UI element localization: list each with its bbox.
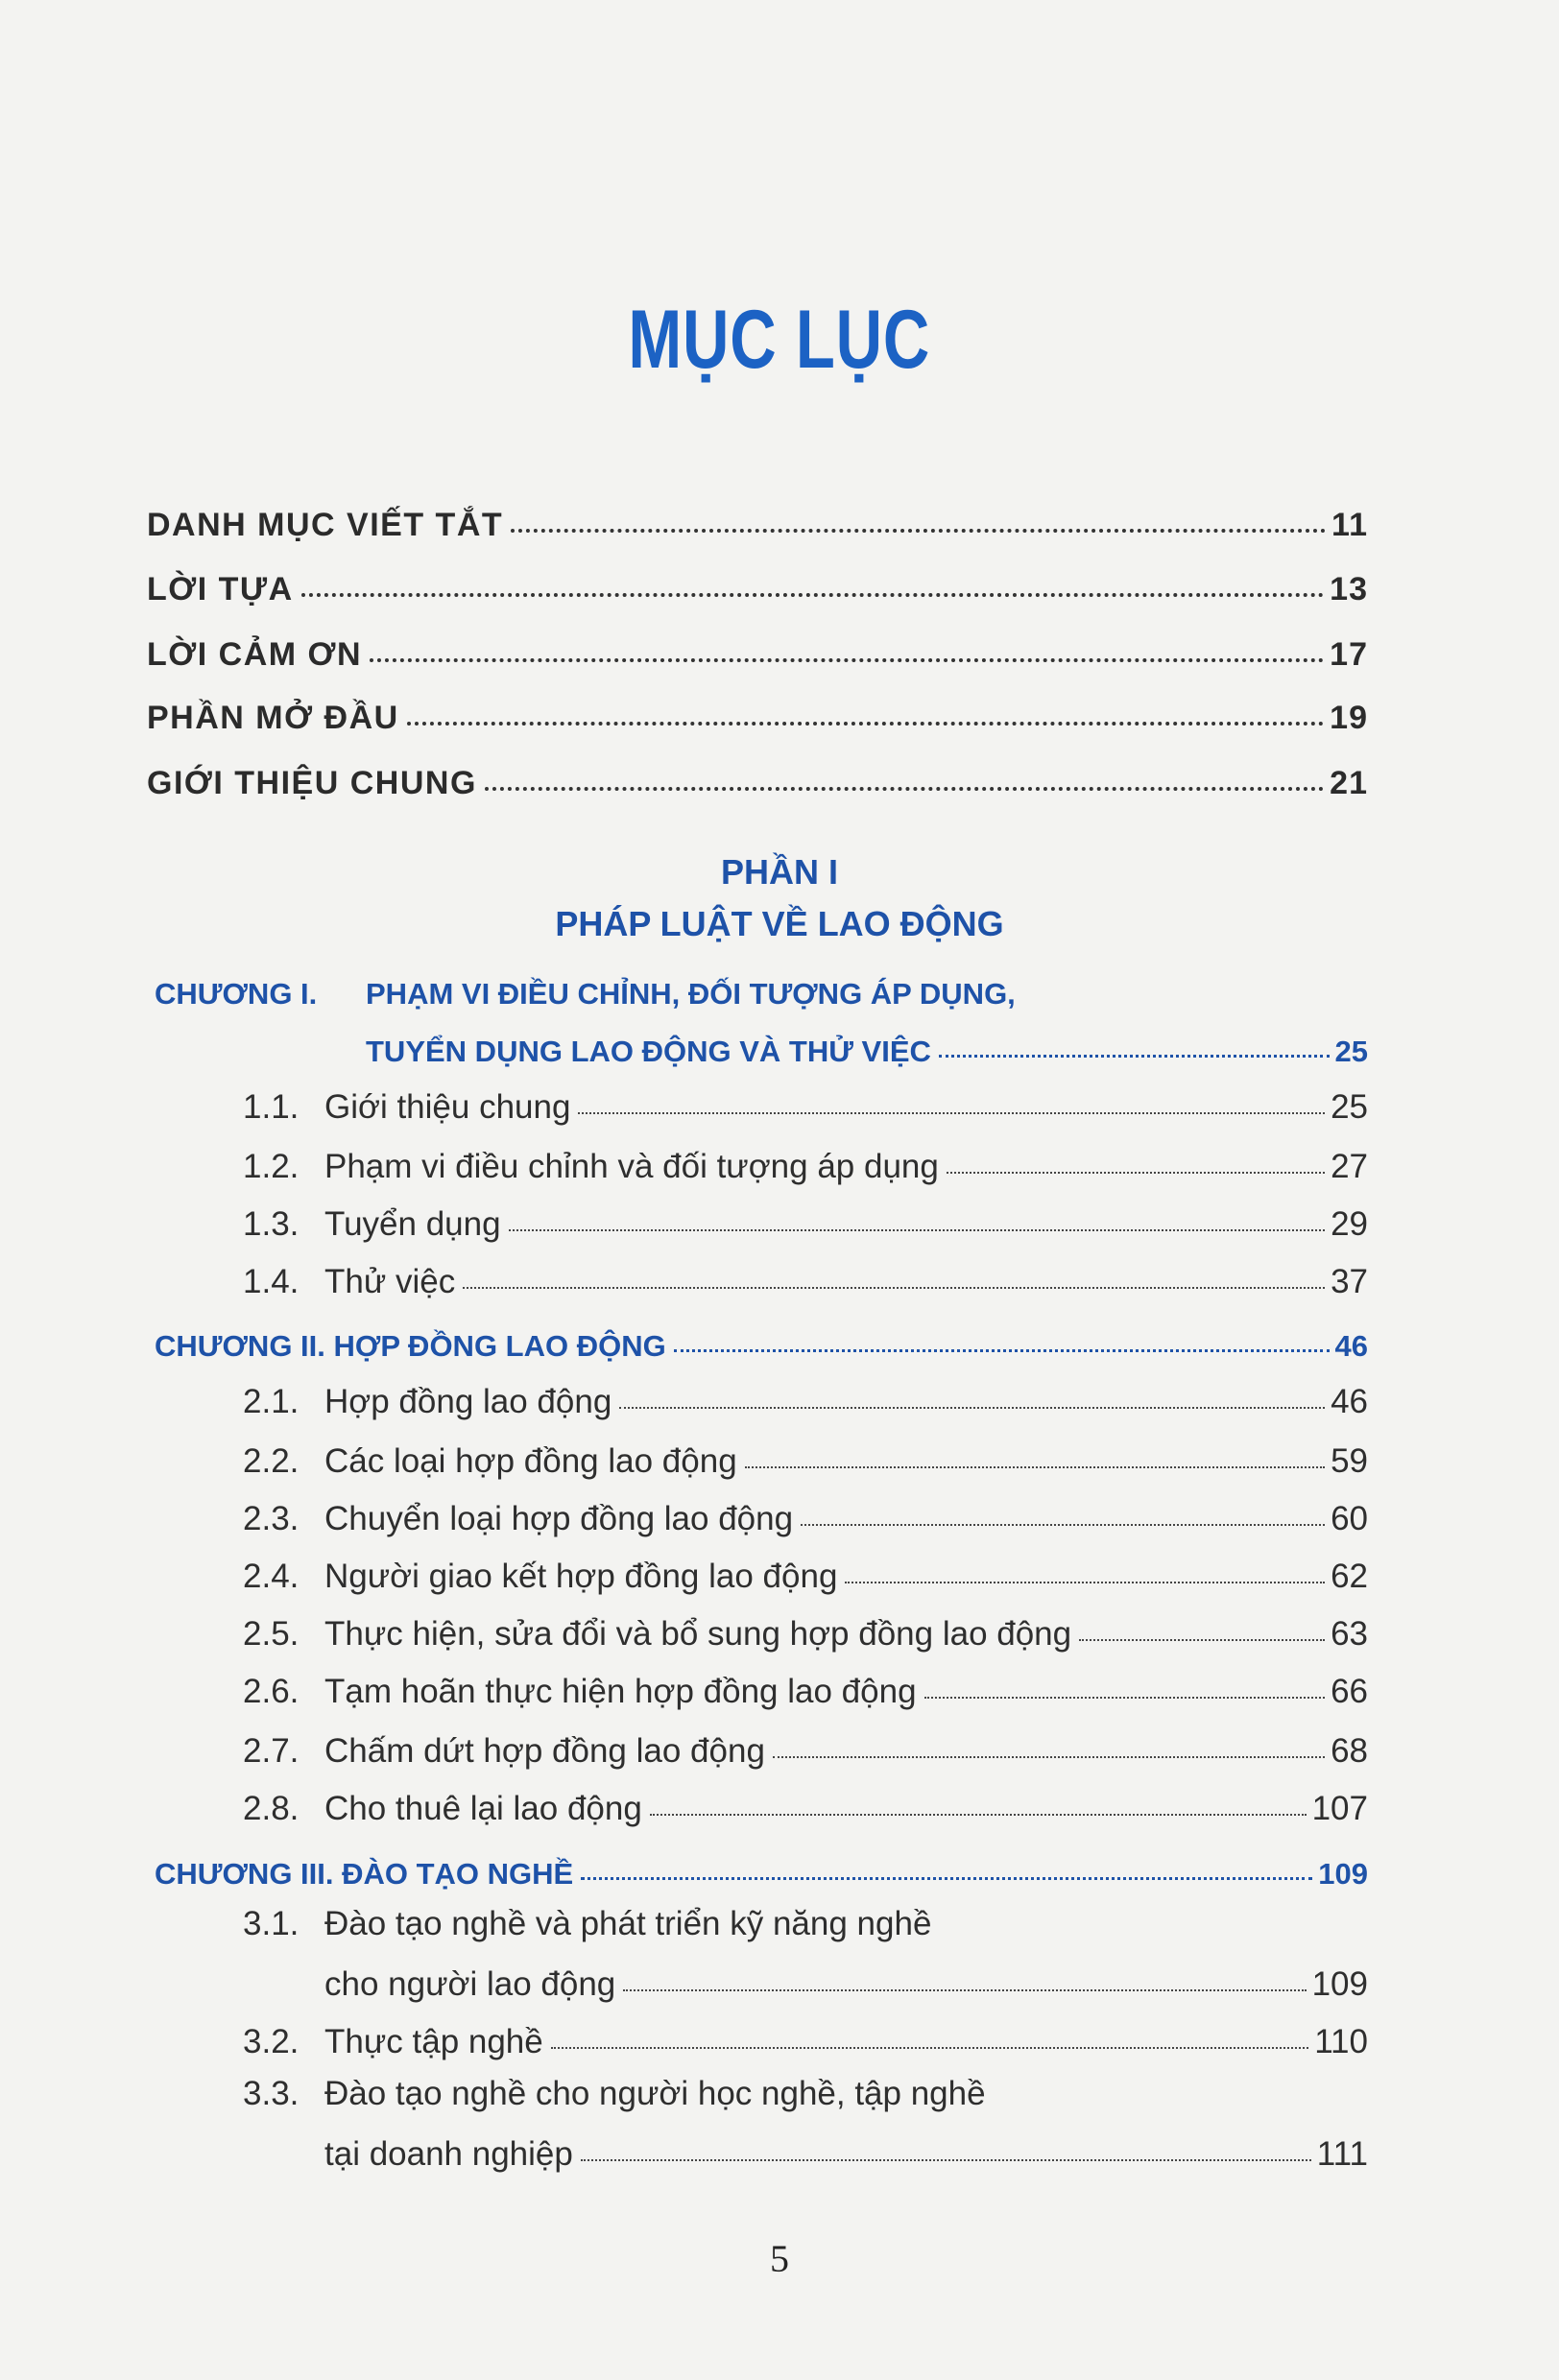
toc-chapter[interactable]: CHƯƠNG III. ĐÀO TẠO NGHỀ 109 xyxy=(155,1857,1368,1891)
dot-leader xyxy=(939,1055,1330,1058)
toc-chapter[interactable]: CHƯƠNG II. HỢP ĐỒNG LAO ĐỘNG 46 xyxy=(155,1329,1368,1363)
toc-section[interactable]: 1.3. Tuyển dụng 29 xyxy=(243,1205,1368,1243)
chapter-title-line: PHẠM VI ĐIỀU CHỈNH, ĐỐI TƯỢNG ÁP DỤNG, xyxy=(366,977,1016,1011)
section-number: 3.3. xyxy=(243,2075,300,2112)
dot-leader xyxy=(623,1989,1306,1991)
toc-entry[interactable]: LỜI TỰA 13 xyxy=(147,571,1368,607)
toc-entry[interactable]: DANH MỤC VIẾT TẮT 11 xyxy=(147,507,1368,543)
dot-leader xyxy=(924,1697,1326,1699)
toc-chapter[interactable]: TUYỂN DỤNG LAO ĐỘNG VÀ THỬ VIỆC 25 xyxy=(366,1035,1368,1068)
dot-leader xyxy=(463,1287,1325,1289)
toc-section[interactable]: 3.2. Thực tập nghề 110 xyxy=(243,2023,1368,2060)
toc-section[interactable]: 2.2. Các loại hợp đồng lao động 59 xyxy=(243,1442,1368,1480)
part-number: PHẦN I xyxy=(720,852,838,892)
section-title-line: Đào tạo nghề cho người học nghề, tập nghề xyxy=(324,2075,986,2112)
toc-section[interactable]: 1.2. Phạm vi điều chỉnh và đối tượng áp dụng 27 xyxy=(243,1148,1368,1185)
dot-leader xyxy=(485,787,1324,791)
dot-leader xyxy=(551,2047,1308,2049)
toc-entry[interactable]: PHẦN MỞ ĐẦU 19 xyxy=(147,700,1368,736)
dot-leader xyxy=(745,1466,1325,1468)
dot-leader xyxy=(1079,1639,1325,1641)
dot-leader xyxy=(845,1582,1325,1583)
toc-entry[interactable]: LỜI CẢM ƠN 17 xyxy=(147,636,1368,673)
dot-leader xyxy=(947,1172,1325,1174)
page-title: MỤC LỤC xyxy=(628,294,931,386)
toc-section[interactable]: 2.1. Hợp đồng lao động 46 xyxy=(243,1383,1368,1420)
dot-leader xyxy=(511,529,1326,533)
section-title-line: Đào tạo nghề và phát triển kỹ năng nghề xyxy=(324,1905,932,1942)
toc-section[interactable]: 2.8. Cho thuê lại lao động 107 xyxy=(243,1790,1368,1827)
section-number: 3.1. xyxy=(243,1905,300,1942)
dot-leader xyxy=(674,1349,1330,1352)
toc-section[interactable]: 2.6. Tạm hoãn thực hiện hợp đồng lao động 66 xyxy=(243,1673,1368,1710)
dot-leader xyxy=(801,1524,1325,1526)
toc-section[interactable]: 1.4. Thử việc 37 xyxy=(243,1263,1368,1300)
toc-section[interactable]: 2.5. Thực hiện, sửa đổi và bổ sung hợp đồng lao động 63 xyxy=(243,1615,1368,1653)
part-title: PHÁP LUẬT VỀ LAO ĐỘNG xyxy=(555,904,1004,943)
toc-section[interactable]: 2.7. Chấm dứt hợp đồng lao động 68 xyxy=(243,1732,1368,1770)
dot-leader xyxy=(650,1814,1307,1816)
toc-section[interactable]: tại doanh nghiệp 111 xyxy=(324,2135,1368,2173)
dot-leader xyxy=(619,1407,1325,1409)
dot-leader xyxy=(581,2159,1311,2161)
dot-leader xyxy=(773,1756,1325,1758)
dot-leader xyxy=(407,722,1324,726)
toc-section[interactable]: 1.1. Giới thiệu chung 25 xyxy=(243,1088,1368,1126)
toc-section[interactable]: 2.4. Người giao kết hợp đồng lao động 62 xyxy=(243,1558,1368,1595)
dot-leader xyxy=(370,658,1324,662)
dot-leader xyxy=(509,1229,1326,1231)
toc-section[interactable]: cho người lao động 109 xyxy=(324,1965,1368,2003)
dot-leader xyxy=(581,1877,1312,1880)
chapter-label: CHƯƠNG I. xyxy=(155,977,318,1011)
toc-entry[interactable]: GIỚI THIỆU CHUNG 21 xyxy=(147,765,1368,801)
page-number: 5 xyxy=(770,2237,789,2280)
dot-leader xyxy=(578,1112,1325,1114)
dot-leader xyxy=(301,593,1324,597)
toc-section[interactable]: 2.3. Chuyển loại hợp đồng lao động 60 xyxy=(243,1500,1368,1537)
